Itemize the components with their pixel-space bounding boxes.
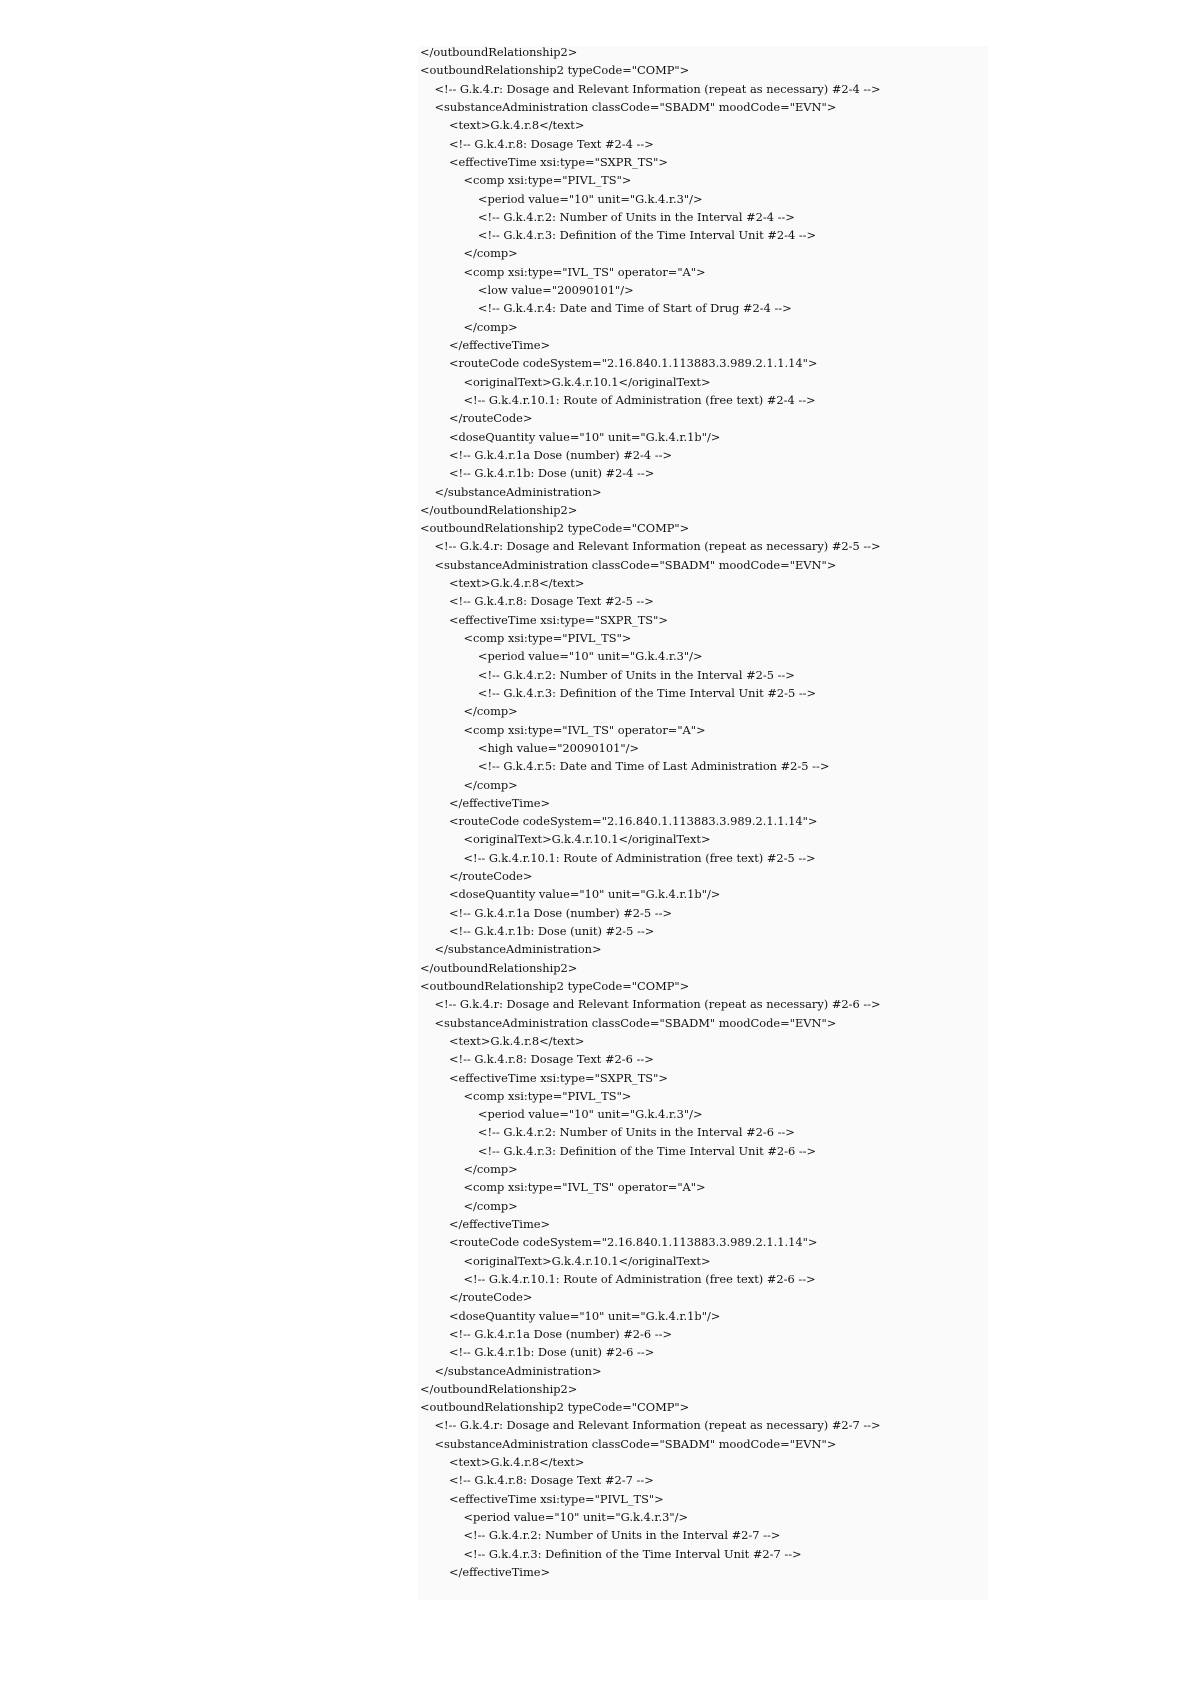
- code-line: <text>G.k.4.r.8</text>: [420, 1455, 585, 1470]
- code-line: </outboundRelationship2>: [420, 502, 578, 517]
- code-line: <!-- G.k.4.r.3: Definition of the Time Interval Unit #2-7 -->: [420, 1546, 802, 1561]
- code-line: <!-- G.k.4.r.3: Definition of the Time Interval Unit #2-6 -->: [420, 1143, 817, 1158]
- code-line: <!-- G.k.4.r.5: Date and Time of Last Administration #2-5 -->: [420, 759, 830, 774]
- code-line: <!-- G.k.4.r.10.1: Route of Administration (free text) #2-4 -->: [420, 392, 816, 407]
- code-line: <originalText>G.k.4.r.10.1</originalText>: [420, 374, 711, 389]
- code-line: <!-- G.k.4.r.4: Date and Time of Start of Drug #2-4 -->: [420, 301, 792, 316]
- code-line: <!-- G.k.4.r.1b: Dose (unit) #2-4 -->: [420, 466, 655, 481]
- code-line: <comp xsi:type="PIVL_TS">: [420, 1088, 632, 1103]
- code-line: </comp>: [420, 704, 518, 719]
- code-line: <!-- G.k.4.r.8: Dosage Text #2-7 -->: [420, 1473, 654, 1488]
- code-line: <high value="20090101"/>: [420, 740, 640, 755]
- code-line: <low value="20090101"/>: [420, 283, 634, 298]
- code-line: </comp>: [420, 246, 518, 261]
- code-line: <!-- G.k.4.r.2: Number of Units in the Interval #2-7 -->: [420, 1528, 781, 1543]
- code-line: </comp>: [420, 319, 518, 334]
- code-line: </outboundRelationship2>: [420, 45, 578, 59]
- code-line: <originalText>G.k.4.r.10.1</originalText>: [420, 1253, 711, 1268]
- code-line: <!-- G.k.4.r.1b: Dose (unit) #2-6 -->: [420, 1345, 655, 1360]
- code-line: <routeCode codeSystem="2.16.840.1.113883.3.989.2.1.1.14">: [420, 1235, 818, 1250]
- code-line: <comp xsi:type="IVL_TS" operator="A">: [420, 264, 706, 279]
- code-line: </effectiveTime>: [420, 338, 551, 352]
- code-line: <effectiveTime xsi:type="SXPR_TS">: [420, 1070, 668, 1085]
- code-line: <!-- G.k.4.r.3: Definition of the Time Interval Unit #2-5 -->: [420, 685, 817, 700]
- xml-code-listing: [420, 43, 1000, 1581]
- code-line: </comp>: [420, 1198, 518, 1213]
- code-line: <substanceAdministration classCode="SBADM" moodCode="EVN">: [420, 557, 837, 572]
- code-line: </substanceAdministration>: [420, 942, 602, 957]
- code-line: <outboundRelationship2 typeCode="COMP">: [420, 521, 690, 536]
- code-line: </effectiveTime>: [420, 795, 551, 810]
- code-line: <!-- G.k.4.r: Dosage and Relevant Information (repeat as necessary) #2-4 -->: [420, 81, 881, 96]
- code-line: <effectiveTime xsi:type="SXPR_TS">: [420, 154, 668, 169]
- code-line: <period value="10" unit="G.k.4.r.3"/>: [420, 1510, 689, 1524]
- code-line: </effectiveTime>: [420, 1217, 551, 1231]
- code-line: <!-- G.k.4.r.1a Dose (number) #2-4 -->: [420, 447, 672, 462]
- code-line: </outboundRelationship2>: [420, 1381, 578, 1396]
- code-line: <effectiveTime xsi:type="PIVL_TS">: [420, 1491, 664, 1506]
- code-line: <!-- G.k.4.r.10.1: Route of Administration (free text) #2-5 -->: [420, 850, 816, 865]
- code-line: <effectiveTime xsi:type="SXPR_TS">: [420, 612, 668, 627]
- code-line: </substanceAdministration>: [420, 484, 602, 499]
- code-line: <comp xsi:type="IVL_TS" operator="A">: [420, 1180, 706, 1195]
- code-line: </effectiveTime>: [420, 1564, 551, 1579]
- code-line: <!-- G.k.4.r: Dosage and Relevant Information (repeat as necessary) #2-7 -->: [420, 1418, 881, 1433]
- code-line: <doseQuantity value="10" unit="G.k.4.r.1b"/>: [420, 1308, 721, 1323]
- code-line: <period value="10" unit="G.k.4.r.3"/>: [420, 649, 703, 664]
- code-line: </routeCode>: [420, 869, 533, 884]
- code-line: </substanceAdministration>: [420, 1363, 602, 1378]
- code-line: <outboundRelationship2 typeCode="COMP">: [420, 63, 690, 78]
- code-line: </outboundRelationship2>: [420, 960, 578, 975]
- code-line: <comp xsi:type="PIVL_TS">: [420, 173, 632, 188]
- code-line: <!-- G.k.4.r.8: Dosage Text #2-5 -->: [420, 594, 654, 609]
- code-line: <substanceAdministration classCode="SBADM" moodCode="EVN">: [420, 99, 837, 114]
- code-line: </comp>: [420, 1162, 518, 1177]
- code-line: <!-- G.k.4.r.10.1: Route of Administration (free text) #2-6 -->: [420, 1271, 816, 1286]
- code-line: <!-- G.k.4.r: Dosage and Relevant Information (repeat as necessary) #2-6 -->: [420, 997, 881, 1012]
- code-line: </routeCode>: [420, 411, 533, 426]
- code-line: <!-- G.k.4.r.8: Dosage Text #2-6 -->: [420, 1052, 654, 1067]
- code-line: <!-- G.k.4.r.1a Dose (number) #2-6 -->: [420, 1326, 672, 1341]
- code-line: <text>G.k.4.r.8</text>: [420, 576, 585, 591]
- code-line: <comp xsi:type="PIVL_TS">: [420, 631, 632, 645]
- code-line: </comp>: [420, 777, 518, 792]
- code-line: <!-- G.k.4.r.3: Definition of the Time Interval Unit #2-4 -->: [420, 228, 817, 243]
- code-line: <outboundRelationship2 typeCode="COMP">: [420, 1400, 690, 1415]
- code-line: <routeCode codeSystem="2.16.840.1.113883.3.989.2.1.1.14">: [420, 814, 818, 829]
- code-line: <period value="10" unit="G.k.4.r.3"/>: [420, 191, 703, 206]
- code-line: <!-- G.k.4.r.2: Number of Units in the Interval #2-4 -->: [420, 209, 795, 224]
- code-line: <comp xsi:type="IVL_TS" operator="A">: [420, 722, 706, 737]
- code-line: <!-- G.k.4.r.2: Number of Units in the Interval #2-5 -->: [420, 667, 795, 682]
- code-line: <!-- G.k.4.r: Dosage and Relevant Information (repeat as necessary) #2-5 -->: [420, 539, 881, 554]
- code-line: <originalText>G.k.4.r.10.1</originalText>: [420, 832, 711, 847]
- code-line: <period value="10" unit="G.k.4.r.3"/>: [420, 1107, 703, 1122]
- code-line: <!-- G.k.4.r.1b: Dose (unit) #2-5 -->: [420, 924, 655, 938]
- code-line: <text>G.k.4.r.8</text>: [420, 1033, 585, 1048]
- code-line: </routeCode>: [420, 1290, 533, 1305]
- code-line: <!-- G.k.4.r.2: Number of Units in the Interval #2-6 -->: [420, 1125, 795, 1140]
- code-line: <outboundRelationship2 typeCode="COMP">: [420, 978, 690, 993]
- code-line: <doseQuantity value="10" unit="G.k.4.r.1b"/>: [420, 429, 721, 444]
- code-line: <!-- G.k.4.r.8: Dosage Text #2-4 -->: [420, 136, 654, 151]
- code-line: <doseQuantity value="10" unit="G.k.4.r.1b"/>: [420, 887, 721, 902]
- code-line: <routeCode codeSystem="2.16.840.1.113883.3.989.2.1.1.14">: [420, 356, 818, 371]
- code-line: <substanceAdministration classCode="SBADM" moodCode="EVN">: [420, 1436, 837, 1451]
- code-line: <!-- G.k.4.r.1a Dose (number) #2-5 -->: [420, 905, 672, 920]
- code-line: <text>G.k.4.r.8</text>: [420, 118, 585, 133]
- code-line: <substanceAdministration classCode="SBADM" moodCode="EVN">: [420, 1015, 837, 1030]
